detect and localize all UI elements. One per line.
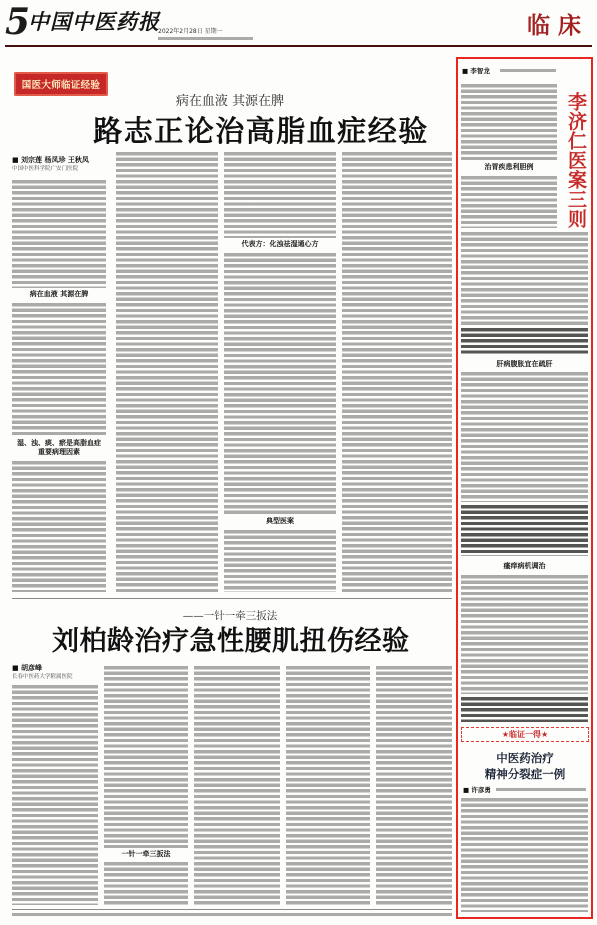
article2-affiliation: 长春中医药大学附属医院 — [12, 674, 73, 680]
body-text — [461, 575, 588, 694]
article1-headline: 路志正论治高脂血症经验 — [93, 114, 429, 148]
article2-headline: 刘柏龄治疗急性腰肌扭伤经验 — [52, 626, 410, 657]
body-text — [104, 666, 188, 848]
article1-subhead-3: 代表方：化浊祛湿通心方 — [241, 240, 319, 248]
article-divider — [12, 598, 452, 599]
body-text-note — [461, 328, 588, 356]
article2-subhead-1: 一针一牵三扳法 — [121, 850, 171, 858]
article2-byline: ■ 胡彦峰 — [12, 664, 43, 672]
body-text-note — [461, 505, 588, 556]
sidebar-affiliation — [500, 69, 556, 72]
body-text — [224, 530, 336, 592]
article1-byline: ■ 刘宗莲 杨凤珍 王秋凤 — [12, 156, 89, 164]
body-text — [12, 461, 106, 592]
body-text — [461, 176, 557, 228]
masthead-title: 中国中医药报 — [28, 9, 160, 34]
sidebar-subhead-1: 治胃疾患利胆例 — [484, 163, 534, 171]
page-number-logo: 5 — [5, 1, 31, 43]
case-byline: ■ 许彦勇 — [463, 786, 491, 794]
body-text — [461, 798, 588, 912]
body-text — [194, 666, 280, 905]
sidebar-title: 李济仁医案三则 — [565, 92, 587, 229]
footer-rule — [12, 909, 452, 910]
sidebar-byline: ■ 李智龙 — [462, 67, 490, 75]
article1-subhead-2b: 重要病理因素 — [38, 448, 80, 456]
footer-text — [12, 913, 452, 916]
body-text — [342, 152, 452, 592]
body-text — [461, 232, 588, 326]
sidebar-column-banner: ★临证一得★ — [461, 727, 589, 742]
column-banner-label: 国医大师临证经验 — [21, 80, 101, 91]
body-text — [224, 253, 336, 515]
body-text — [12, 685, 98, 905]
article1-subhead-1: 病在血液 其源在脾 — [29, 290, 89, 298]
case-title-line2: 精神分裂症一例 — [484, 767, 566, 781]
body-text — [12, 180, 106, 288]
article2-kicker: ——一针一牵三扳法 — [182, 610, 278, 622]
article1-subhead-2a: 湿、浊、痰、瘀是高脂血症 — [17, 439, 101, 447]
issue-date: 2022年2月28日 星期一 — [158, 28, 223, 35]
body-text — [376, 666, 452, 905]
editor-line — [158, 37, 253, 40]
article1-subhead-4: 典型医案 — [266, 517, 294, 525]
body-text-note — [461, 697, 588, 722]
body-text — [116, 152, 218, 592]
case-affiliation — [496, 788, 586, 791]
body-text — [461, 84, 557, 160]
body-text — [461, 372, 588, 502]
body-text — [224, 152, 336, 238]
body-text — [12, 303, 106, 436]
sidebar-subhead-3: 瘙痒病机调治 — [503, 562, 546, 570]
body-text — [104, 862, 188, 905]
header-rule — [5, 45, 592, 47]
article1-kicker: 病在血液 其源在脾 — [175, 94, 285, 109]
case-title-line1: 中医药治疗 — [496, 751, 554, 765]
article1-affiliation: 中国中医科学院广安门医院 — [12, 166, 79, 172]
section-title: 临床 — [527, 12, 589, 39]
column-banner — [14, 72, 108, 96]
body-text — [286, 666, 370, 905]
sidebar-subhead-2: 肝病腹胀宜在疏肝 — [496, 360, 553, 368]
